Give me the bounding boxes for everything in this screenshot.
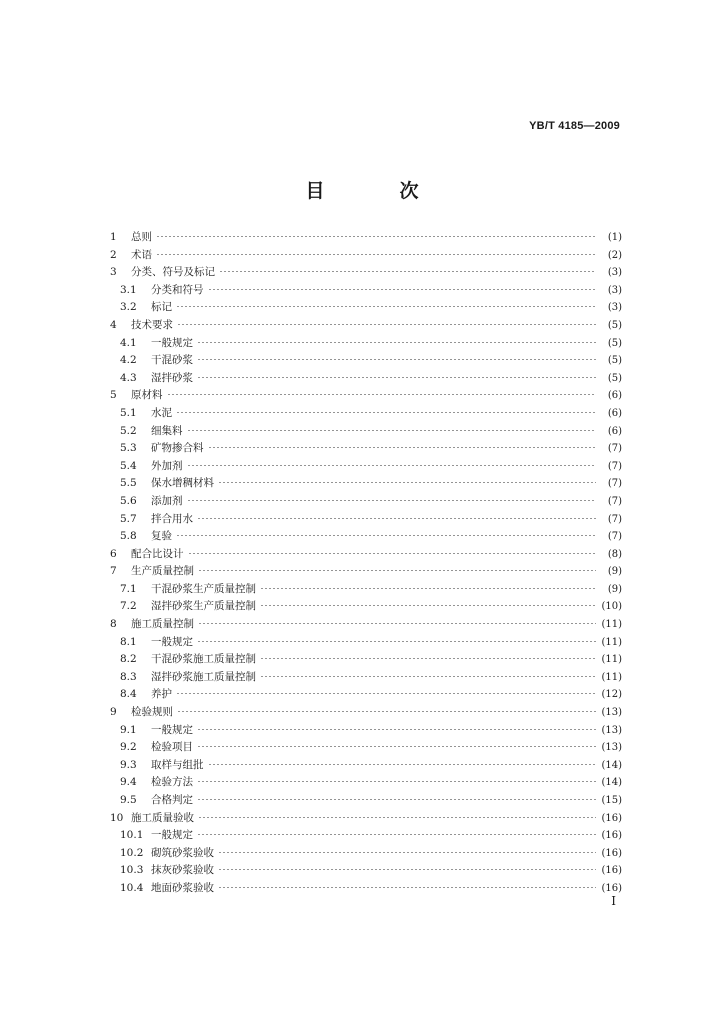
toc-entry-number: 9.4 xyxy=(120,776,137,789)
toc-entry[interactable] xyxy=(110,634,622,652)
dot-leader xyxy=(208,289,597,290)
toc-entry-page: (3) xyxy=(607,284,622,296)
toc-entry-label: 施工质量控制 xyxy=(131,618,194,631)
toc-entry[interactable] xyxy=(110,299,622,317)
toc-entry-label: 砌筑砂浆验收 xyxy=(151,846,214,859)
toc-entry[interactable] xyxy=(110,669,622,687)
toc-entry-number: 3.2 xyxy=(120,301,137,314)
toc-entry-page: (7) xyxy=(607,531,622,543)
dot-leader xyxy=(197,746,596,747)
dot-leader xyxy=(197,641,596,642)
dot-leader xyxy=(218,852,596,853)
dot-leader xyxy=(197,834,596,835)
table-of-contents xyxy=(110,229,622,898)
toc-entry-page: (1) xyxy=(607,232,622,243)
toc-entry-page: (14) xyxy=(601,777,622,789)
toc-entry-label: 复验 xyxy=(151,530,172,543)
toc-entry[interactable] xyxy=(110,458,622,476)
toc-entry[interactable] xyxy=(110,563,622,581)
toc-entry-number: 8.1 xyxy=(120,635,137,648)
toc-entry-label: 分类和符号 xyxy=(151,283,204,296)
toc-entry[interactable] xyxy=(110,880,622,898)
toc-entry-page: (5) xyxy=(607,319,622,331)
toc-entry-label: 检验项目 xyxy=(151,741,193,754)
dot-leader xyxy=(219,271,596,272)
toc-entry-label: 养护 xyxy=(151,688,172,701)
toc-entry[interactable] xyxy=(110,405,622,423)
toc-entry-label: 分类、符号及标记 xyxy=(131,266,215,279)
toc-entry[interactable] xyxy=(110,686,622,704)
dot-leader xyxy=(188,553,597,554)
toc-entry-label: 保水增稠材料 xyxy=(151,477,214,490)
toc-entry-label: 检验规则 xyxy=(131,706,173,719)
dot-leader xyxy=(260,605,596,606)
toc-entry[interactable] xyxy=(110,511,622,529)
toc-entry-number: 9.3 xyxy=(120,758,137,771)
dot-leader xyxy=(197,359,596,360)
toc-entry-number: 9.2 xyxy=(120,741,137,754)
toc-entry[interactable] xyxy=(110,440,622,458)
dot-leader xyxy=(198,623,596,624)
toc-entry-label: 拌合用水 xyxy=(151,512,193,525)
toc-entry-page: (2) xyxy=(607,249,622,261)
toc-entry-page: (11) xyxy=(601,636,622,648)
toc-entry-page: (9) xyxy=(607,583,622,595)
toc-entry[interactable] xyxy=(110,229,622,247)
toc-entry[interactable] xyxy=(110,352,622,370)
dot-leader xyxy=(176,693,596,694)
dot-leader xyxy=(218,887,596,888)
toc-entry-label: 干混砂浆 xyxy=(151,354,193,367)
toc-entry-label: 一般规定 xyxy=(151,829,193,842)
toc-entry-page: (16) xyxy=(601,865,622,877)
dot-leader xyxy=(187,465,597,466)
dot-leader xyxy=(176,412,596,413)
toc-entry-label: 湿拌砂浆 xyxy=(151,371,193,384)
toc-title xyxy=(0,176,724,203)
toc-entry-page: (6) xyxy=(607,425,622,437)
dot-leader xyxy=(197,781,596,782)
page-number: I xyxy=(611,894,616,908)
toc-entry-label: 合格判定 xyxy=(151,794,193,806)
toc-entry-page: (11) xyxy=(601,619,622,631)
toc-entry[interactable] xyxy=(110,722,622,740)
toc-entry-page: (7) xyxy=(607,495,622,507)
toc-entry[interactable] xyxy=(110,739,622,757)
toc-entry-label: 一般规定 xyxy=(151,635,193,648)
toc-entry-label: 技术要求 xyxy=(131,318,173,331)
toc-entry-label: 一般规定 xyxy=(151,336,193,349)
toc-entry-label: 取样与组批 xyxy=(151,758,204,771)
toc-entry-label: 施工质量验收 xyxy=(131,811,194,824)
toc-entry[interactable] xyxy=(110,810,622,828)
dot-leader xyxy=(208,447,597,448)
toc-entry[interactable] xyxy=(110,757,622,775)
toc-entry-number: 7.2 xyxy=(120,600,137,613)
toc-entry[interactable] xyxy=(110,598,622,616)
toc-entry-label: 原材料 xyxy=(131,389,163,402)
toc-entry-page: (15) xyxy=(601,795,622,806)
toc-entry[interactable] xyxy=(110,651,622,669)
dot-leader xyxy=(208,764,597,765)
toc-entry-page: (16) xyxy=(601,882,622,894)
toc-entry-page: (13) xyxy=(601,707,622,719)
toc-entry[interactable] xyxy=(110,423,622,441)
toc-entry-page: (7) xyxy=(607,443,622,455)
dot-leader xyxy=(176,306,596,307)
toc-entry-number: 5.2 xyxy=(120,424,137,437)
toc-entry-number: 8.4 xyxy=(120,688,137,701)
dot-leader xyxy=(197,518,596,519)
toc-entry-page: (13) xyxy=(601,742,622,754)
toc-entry-number: 5.8 xyxy=(120,530,137,543)
toc-entry-page: (11) xyxy=(601,654,622,666)
toc-entry-number: 7.1 xyxy=(120,582,137,595)
toc-entry-page: (6) xyxy=(607,407,622,419)
toc-entry-number: 5.7 xyxy=(120,512,137,525)
toc-entry-number: 6 xyxy=(110,547,117,560)
toc-entry-number: 5.5 xyxy=(120,477,137,490)
toc-entry-number: 8 xyxy=(110,618,117,631)
dot-leader xyxy=(156,254,596,255)
toc-entry-page: (6) xyxy=(607,390,622,402)
toc-entry-page: (8) xyxy=(607,548,622,560)
toc-entry-number: 3.1 xyxy=(120,283,137,296)
toc-entry-number: 10.2 xyxy=(120,846,144,859)
toc-entry-number: 4.2 xyxy=(120,354,137,367)
toc-entry-page: (11) xyxy=(601,671,622,683)
toc-entry-page: (7) xyxy=(607,478,622,490)
toc-entry-number: 5.6 xyxy=(120,494,137,507)
dot-leader xyxy=(177,711,596,712)
toc-entry-page: (7) xyxy=(607,460,622,472)
toc-entry[interactable] xyxy=(110,264,622,282)
toc-entry-label: 湿拌砂浆施工质量控制 xyxy=(151,670,256,683)
toc-entry-page: (16) xyxy=(601,812,622,824)
toc-entry[interactable] xyxy=(110,862,622,880)
toc-entry-number: 8.2 xyxy=(120,653,137,666)
toc-entry-label: 干混砂浆施工质量控制 xyxy=(151,653,256,666)
toc-entry-page: (9) xyxy=(607,566,622,578)
toc-entry[interactable] xyxy=(110,370,622,388)
toc-entry-number: 8.3 xyxy=(120,670,137,683)
toc-entry-label: 水泥 xyxy=(151,406,172,419)
dot-leader xyxy=(197,342,596,343)
toc-entry-label: 总则 xyxy=(131,231,152,243)
toc-entry-number: 9 xyxy=(110,706,117,719)
toc-entry[interactable] xyxy=(110,704,622,722)
toc-entry-page: (3) xyxy=(607,302,622,314)
toc-entry[interactable] xyxy=(110,845,622,863)
toc-entry-number: 9.5 xyxy=(120,794,137,806)
toc-entry-number: 10.3 xyxy=(120,864,144,877)
dot-leader xyxy=(260,676,596,677)
toc-entry-label: 矿物掺合料 xyxy=(151,442,204,455)
toc-entry-page: (5) xyxy=(607,337,622,349)
dot-leader xyxy=(198,570,596,571)
toc-entry[interactable] xyxy=(110,387,622,405)
toc-entry-number: 10.1 xyxy=(120,829,144,842)
toc-entry-page: (13) xyxy=(601,724,622,736)
dot-leader xyxy=(187,500,597,501)
toc-entry[interactable] xyxy=(110,493,622,511)
toc-entry-label: 配合比设计 xyxy=(131,547,184,560)
dot-leader xyxy=(218,869,596,870)
toc-entry-label: 抹灰砂浆验收 xyxy=(151,864,214,877)
dot-leader xyxy=(156,236,596,237)
dot-leader xyxy=(260,658,596,659)
dot-leader xyxy=(260,588,596,589)
dot-leader xyxy=(197,799,596,800)
toc-entry-label: 生产质量控制 xyxy=(131,565,194,578)
toc-entry-number: 2 xyxy=(110,248,117,261)
toc-entry-number: 5.4 xyxy=(120,459,137,472)
toc-entry[interactable] xyxy=(110,282,622,300)
toc-entry-label: 术语 xyxy=(131,248,152,261)
toc-entry-number: 5 xyxy=(110,389,117,402)
toc-entry[interactable] xyxy=(110,774,622,792)
toc-entry-number: 4.1 xyxy=(120,336,137,349)
dot-leader xyxy=(187,430,597,431)
toc-entry-number: 4 xyxy=(110,318,117,331)
toc-entry-number: 7 xyxy=(110,565,117,578)
toc-entry-number: 4.3 xyxy=(120,371,137,384)
dot-leader xyxy=(176,535,596,536)
toc-entry-number: 5.3 xyxy=(120,442,137,455)
toc-entry-label: 干混砂浆生产质量控制 xyxy=(151,582,256,595)
toc-entry[interactable] xyxy=(110,335,622,353)
toc-entry-label: 检验方法 xyxy=(151,776,193,789)
toc-entry-page: (10) xyxy=(601,601,622,613)
toc-entry[interactable] xyxy=(110,528,622,546)
toc-entry[interactable] xyxy=(110,475,622,493)
toc-entry-page: (14) xyxy=(601,759,622,771)
toc-entry[interactable] xyxy=(110,546,622,564)
standard-code: YB/T 4185—2009 xyxy=(529,120,620,132)
dot-leader xyxy=(197,377,596,378)
toc-entry-page: (5) xyxy=(607,355,622,367)
toc-entry-label: 标记 xyxy=(151,301,172,314)
toc-entry-number: 5.1 xyxy=(120,406,137,419)
toc-entry-page: (12) xyxy=(601,689,622,701)
dot-leader xyxy=(198,817,596,818)
toc-entry-label: 湿拌砂浆生产质量控制 xyxy=(151,600,256,613)
dot-leader xyxy=(218,482,596,483)
toc-entry-number: 10.4 xyxy=(120,881,144,894)
toc-entry[interactable] xyxy=(110,317,622,335)
toc-entry-page: (5) xyxy=(607,372,622,384)
toc-entry[interactable] xyxy=(110,827,622,845)
toc-entry-page: (16) xyxy=(601,847,622,859)
toc-entry[interactable] xyxy=(110,792,622,810)
dot-leader xyxy=(167,394,597,395)
toc-entry[interactable] xyxy=(110,581,622,599)
toc-entry-label: 添加剂 xyxy=(151,494,183,507)
toc-entry-number: 1 xyxy=(110,231,117,243)
toc-entry-page: (16) xyxy=(601,830,622,842)
toc-entry-label: 一般规定 xyxy=(151,723,193,736)
toc-entry-page: (3) xyxy=(607,267,622,279)
toc-entry-number: 9.1 xyxy=(120,723,137,736)
toc-entry-number: 3 xyxy=(110,266,117,279)
toc-entry[interactable] xyxy=(110,616,622,634)
toc-entry-label: 地面砂浆验收 xyxy=(151,881,214,894)
toc-entry-page: (7) xyxy=(607,513,622,525)
toc-entry-label: 细集料 xyxy=(151,424,183,437)
toc-entry-label: 外加剂 xyxy=(151,459,183,472)
toc-entry[interactable] xyxy=(110,247,622,265)
toc-entry-number: 10 xyxy=(110,811,124,824)
dot-leader xyxy=(177,324,596,325)
dot-leader xyxy=(197,729,596,730)
toc-title-text: 目 次 xyxy=(305,180,447,202)
